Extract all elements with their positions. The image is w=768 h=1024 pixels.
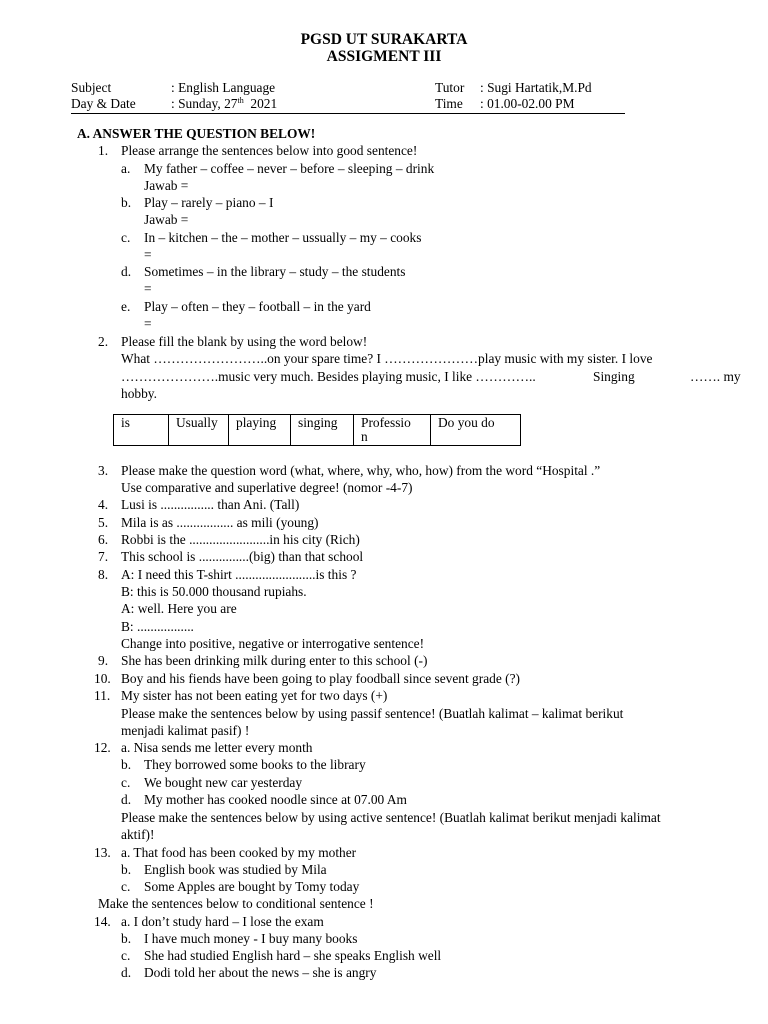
- q12c-text: We bought new car yesterday: [144, 775, 303, 790]
- q6-number: 6.: [98, 532, 109, 547]
- q8-line2: B: this is 50.000 thousand rupiahs.: [121, 584, 307, 599]
- word-bank-cell: Do you do: [431, 415, 521, 446]
- subject-value: : English Language: [171, 80, 276, 95]
- table-row: [114, 415, 521, 446]
- q14a-text: a. I don’t study hard – I lose the exam: [121, 914, 324, 929]
- q2-passage-line3: hobby.: [121, 386, 157, 401]
- q10-text: Boy and his fiends have been going to play foodball since sevent grade (?): [121, 671, 520, 686]
- q2-passage-line1: What ……………………..on your spare time? I …………………play music with my sister. I love: [121, 351, 653, 366]
- q1a-answer: Jawab =: [144, 178, 189, 193]
- q1e-answer: =: [144, 316, 152, 331]
- q11-number: 11.: [94, 688, 111, 703]
- header-divider: [71, 113, 625, 114]
- q9-number: 9.: [98, 653, 109, 668]
- section-a-heading: A. ANSWER THE QUESTION BELOW!: [77, 126, 316, 141]
- q1c-letter: c.: [121, 230, 131, 245]
- q14b-text: I have much money - I buy many books: [144, 931, 358, 946]
- word-bank-cell: is: [114, 415, 169, 446]
- tutor-value: : Sugi Hartatik,M.Pd: [480, 80, 592, 95]
- q11-text: My sister has not been eating yet for two days (+): [121, 688, 388, 703]
- q12c-letter: c.: [121, 775, 131, 790]
- q14c-text: She had studied English hard – she speaks English well: [144, 948, 442, 963]
- q8-line1: A: I need this T-shirt ........................is this ?: [121, 567, 357, 582]
- q12a-text: a. Nisa sends me letter every month: [121, 740, 313, 755]
- q1b-answer: Jawab =: [144, 212, 189, 227]
- q1b-letter: b.: [121, 195, 132, 210]
- q9-text: She has been drinking milk during enter to this school (-): [121, 653, 428, 668]
- q1e-text: Play – often – they – football – in the yard: [144, 299, 371, 314]
- school-title: PGSD UT SURAKARTA: [300, 31, 468, 48]
- time-value: : 01.00-02.00 PM: [480, 96, 575, 111]
- q3-text: Please make the question word (what, where, why, who, how) from the word “Hospital .”: [121, 463, 601, 478]
- q1c-text: In – kitchen – the – mother – ussually – my – cooks: [144, 230, 422, 245]
- q4-number: 4.: [98, 497, 109, 512]
- subject-label: Subject: [71, 80, 112, 95]
- q1d-letter: d.: [121, 264, 132, 279]
- word-bank-cell: Professio n: [354, 415, 431, 446]
- tutor-label: Tutor: [435, 80, 465, 95]
- q8-line3: A: well. Here you are: [121, 601, 237, 616]
- q13b-letter: b.: [121, 862, 132, 877]
- q8-line4: B: .................: [121, 619, 194, 634]
- assignment-title: ASSIGMENT III: [326, 48, 442, 65]
- word-bank-table: [113, 414, 521, 446]
- q2-passage-line2: ………………….music very much. Besides playing music, I like …………..: [121, 369, 536, 384]
- q1d-answer: =: [144, 281, 152, 296]
- q5-number: 5.: [98, 515, 109, 530]
- q7-number: 7.: [98, 549, 109, 564]
- q1a-letter: a.: [121, 161, 131, 176]
- q1d-text: Sometimes – in the library – study – the students: [144, 264, 406, 279]
- q14b-letter: b.: [121, 931, 132, 946]
- word-bank-cell: singing: [291, 415, 354, 446]
- active-instruction-line2: aktif)!: [121, 827, 155, 842]
- q10-number: 10.: [94, 671, 111, 686]
- q2-passage-end: ……. my: [690, 369, 741, 384]
- q14d-letter: d.: [121, 965, 132, 980]
- q8-number: 8.: [98, 567, 109, 582]
- passive-instruction-line1: Please make the sentences below by using passif sentence! (Buatlah kalimat – kalimat berikut: [121, 706, 624, 721]
- q1b-text: Play – rarely – piano – I: [144, 195, 274, 210]
- q1a-text: My father – coffee – never – before – sleeping – drink: [144, 161, 435, 176]
- q12-number: 12.: [94, 740, 111, 755]
- q14-number: 14.: [94, 914, 111, 929]
- q1-number: 1.: [98, 143, 109, 158]
- q14c-letter: c.: [121, 948, 131, 963]
- q6-text: Robbi is the ........................in his city (Rich): [121, 532, 360, 547]
- q2-passage-singing: Singing: [593, 369, 635, 384]
- q12b-letter: b.: [121, 757, 132, 772]
- q12d-text: My mother has cooked noodle since at 07.00 Am: [144, 792, 407, 807]
- q4-text: Lusi is ................ than Ani. (Tall): [121, 497, 300, 512]
- passive-instruction-line2: menjadi kalimat pasif) !: [121, 723, 250, 738]
- q13c-text: Some Apples are bought by Tomy today: [144, 879, 360, 894]
- time-label: Time: [435, 96, 463, 111]
- q1e-letter: e.: [121, 299, 131, 314]
- q1-text: Please arrange the sentences below into good sentence!: [121, 143, 418, 158]
- conditional-instruction: Make the sentences below to conditional sentence !: [98, 896, 374, 911]
- q3-number: 3.: [98, 463, 109, 478]
- daydate-label: Day & Date: [71, 96, 136, 111]
- q14d-text: Dodi told her about the news – she is angry: [144, 965, 377, 980]
- q3-instruction: Use comparative and superlative degree! (nomor -4-7): [121, 480, 413, 495]
- q13c-letter: c.: [121, 879, 131, 894]
- q8-instruction: Change into positive, negative or interrogative sentence!: [121, 636, 425, 651]
- q13b-text: English book was studied by Mila: [144, 862, 327, 877]
- q13-number: 13.: [94, 845, 111, 860]
- q1c-answer: =: [144, 247, 152, 262]
- q12b-text: They borrowed some books to the library: [144, 757, 366, 772]
- word-bank-cell: Usually: [169, 415, 229, 446]
- q12d-letter: d.: [121, 792, 132, 807]
- q2-number: 2.: [98, 334, 109, 349]
- word-bank-cell: playing: [229, 415, 291, 446]
- q7-text: This school is ...............(big) than that school: [121, 549, 364, 564]
- q5-text: Mila is as ................. as mili (young): [121, 515, 319, 530]
- daydate-value: : Sunday, 27th 2021: [171, 96, 278, 111]
- q13a-text: a. That food has been cooked by my mother: [121, 845, 357, 860]
- q2-text: Please fill the blank by using the word below!: [121, 334, 368, 349]
- active-instruction-line1: Please make the sentences below by using active sentence! (Buatlah kalimat berikut menjadi kalimat: [121, 810, 661, 825]
